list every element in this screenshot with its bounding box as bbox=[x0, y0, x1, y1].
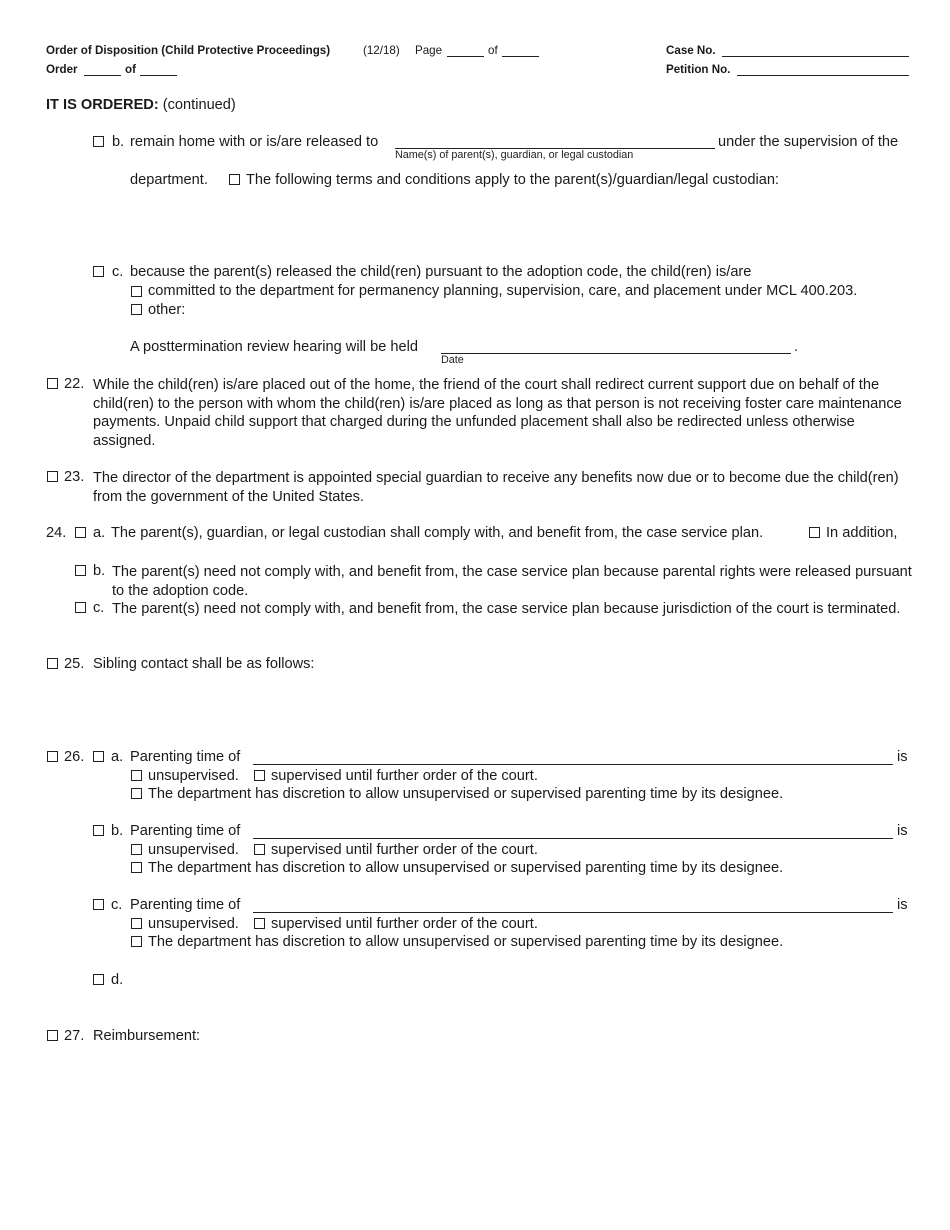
case-no-field[interactable] bbox=[722, 56, 909, 57]
checkbox-26b-supervised[interactable] bbox=[254, 844, 265, 855]
item-24c-letter: c. bbox=[93, 600, 105, 616]
item-26a-label: Parenting time of bbox=[130, 749, 241, 765]
checkbox-item-26c[interactable] bbox=[93, 899, 104, 910]
item-b-line2: department. bbox=[130, 172, 208, 188]
item-24a-text: The parent(s), guardian, or legal custodian shall comply with, and benefit from, the case service plan. bbox=[111, 525, 764, 541]
item-c-letter: c. bbox=[112, 264, 124, 280]
item-26b-label: Parenting time of bbox=[130, 823, 241, 839]
item-b-text-post: under the supervision of the bbox=[718, 134, 899, 150]
hearing-date-caption: Date bbox=[441, 354, 464, 366]
order-label: Order bbox=[46, 63, 78, 76]
order-total-field[interactable] bbox=[140, 75, 177, 76]
item-26c-letter: c. bbox=[111, 897, 123, 913]
item-26c-label: Parenting time of bbox=[130, 897, 241, 913]
page-label: Page bbox=[415, 44, 443, 57]
item-26b-letter: b. bbox=[111, 823, 124, 839]
item-26-number: 26. bbox=[64, 749, 85, 765]
item-b-letter: b. bbox=[112, 134, 125, 150]
item-b-text: remain home with or is/are released to bbox=[130, 134, 379, 150]
checkbox-26c-discretion[interactable] bbox=[131, 936, 142, 947]
item-26a-parent-field[interactable] bbox=[253, 764, 893, 765]
checkbox-item-26[interactable] bbox=[47, 751, 58, 762]
page-total-field[interactable] bbox=[502, 56, 539, 57]
item-23-text: The director of the department is appointed special guardian to receive any benefits now due or to become due the child(ren) from the government of the United States. bbox=[93, 470, 899, 505]
checkbox-26c-supervised[interactable] bbox=[254, 918, 265, 929]
checkbox-terms-conditions[interactable] bbox=[229, 174, 240, 185]
item-23-number: 23. bbox=[64, 469, 85, 485]
checkbox-item-27[interactable] bbox=[47, 1030, 58, 1041]
committed-label: committed to the department for permanency planning, supervision, care, and placement under MCL 400.203. bbox=[148, 283, 858, 299]
item-26b-supervised: supervised until further order of the court. bbox=[271, 842, 538, 858]
checkbox-26a-supervised[interactable] bbox=[254, 770, 265, 781]
hearing-date-field[interactable] bbox=[441, 353, 791, 354]
item-26a-supervised: supervised until further order of the court. bbox=[271, 768, 538, 784]
item-25-number: 25. bbox=[64, 656, 85, 672]
item-26d-letter: d. bbox=[111, 972, 124, 988]
item-26b-discretion: The department has discretion to allow unsupervised or supervised parenting time by its designee. bbox=[148, 860, 784, 876]
checkbox-item-26b[interactable] bbox=[93, 825, 104, 836]
item-22-text: While the child(ren) is/are placed out of the home, the friend of the court shall redirect current support due on behalf of the child(ren) to the person with whom the child(ren) is/are placed as long as that person is not receiving foster care maintenance payments. Unpaid child support that charged during the unfunded placement shall also be redirected unless otherwise assigned. bbox=[93, 377, 902, 449]
checkbox-item-26a[interactable] bbox=[93, 751, 104, 762]
checkbox-26b-discretion[interactable] bbox=[131, 862, 142, 873]
order-of-label: of bbox=[125, 63, 136, 76]
form-revision: (12/18) bbox=[363, 44, 400, 57]
terms-conditions-label: The following terms and conditions apply to the parent(s)/guardian/legal custodian: bbox=[246, 172, 779, 188]
checkbox-26a-discretion[interactable] bbox=[131, 788, 142, 799]
checkbox-item-23[interactable] bbox=[47, 471, 58, 482]
hearing-end: . bbox=[794, 339, 799, 355]
checkbox-item-25[interactable] bbox=[47, 658, 58, 669]
checkbox-in-addition[interactable] bbox=[809, 527, 820, 538]
form-title: Order of Disposition (Child Protective Proceedings) bbox=[46, 44, 331, 57]
item-26c-supervised: supervised until further order of the court. bbox=[271, 916, 538, 932]
item-26c-unsupervised: unsupervised. bbox=[148, 916, 239, 932]
page-number-field[interactable] bbox=[447, 56, 484, 57]
checkbox-item-24b[interactable] bbox=[75, 565, 86, 576]
item-24a-letter: a. bbox=[93, 525, 106, 541]
item-27-number: 27. bbox=[64, 1028, 85, 1044]
item-26a-letter: a. bbox=[111, 749, 124, 765]
ordered-heading bbox=[46, 97, 236, 115]
checkbox-26b-unsupervised[interactable] bbox=[131, 844, 142, 855]
ordered-heading-bold: IT IS ORDERED: bbox=[46, 97, 159, 113]
item-24b-letter: b. bbox=[93, 563, 106, 579]
item-26c-discretion: The department has discretion to allow unsupervised or supervised parenting time by its designee. bbox=[148, 934, 784, 950]
item-26a-discretion: The department has discretion to allow unsupervised or supervised parenting time by its designee. bbox=[148, 786, 784, 802]
custodian-name-caption: Name(s) of parent(s), guardian, or legal custodian bbox=[395, 149, 634, 161]
petition-no-field[interactable] bbox=[737, 75, 909, 76]
checkbox-26c-unsupervised[interactable] bbox=[131, 918, 142, 929]
checkbox-item-c-adoption[interactable] bbox=[93, 266, 104, 277]
checkbox-other[interactable] bbox=[131, 304, 142, 315]
checkbox-item-26d[interactable] bbox=[93, 974, 104, 985]
item-24b-text: The parent(s) need not comply with, and benefit from, the case service plan because parental rights were released pursuant to the adoption code. bbox=[112, 564, 912, 599]
item-c-text: because the parent(s) released the child(ren) pursuant to the adoption code, the child(ren) is/are bbox=[130, 264, 752, 280]
checkbox-item-24c[interactable] bbox=[75, 602, 86, 613]
item-24c-text: The parent(s) need not comply with, and benefit from, the case service plan because jurisdiction of the court is terminated. bbox=[112, 601, 901, 617]
in-addition-label: In addition, bbox=[826, 525, 898, 541]
order-number-field[interactable] bbox=[84, 75, 121, 76]
item-26b-unsupervised: unsupervised. bbox=[148, 842, 239, 858]
item-26c-is: is bbox=[897, 897, 908, 913]
item-22-number: 22. bbox=[64, 376, 85, 392]
checkbox-committed[interactable] bbox=[131, 286, 142, 297]
item-25-text: Sibling contact shall be as follows: bbox=[93, 656, 315, 672]
petition-no-label: Petition No. bbox=[666, 63, 731, 76]
item-26a-unsupervised: unsupervised. bbox=[148, 768, 239, 784]
page-of-label: of bbox=[488, 44, 498, 57]
item-26a-is: is bbox=[897, 749, 908, 765]
checkbox-item-24a[interactable] bbox=[75, 527, 86, 538]
checkbox-item-22[interactable] bbox=[47, 378, 58, 389]
case-no-label: Case No. bbox=[666, 44, 716, 57]
checkbox-26a-unsupervised[interactable] bbox=[131, 770, 142, 781]
item-26c-parent-field[interactable] bbox=[253, 912, 893, 913]
item-27-text: Reimbursement: bbox=[93, 1028, 201, 1044]
other-label: other: bbox=[148, 302, 186, 318]
item-26b-parent-field[interactable] bbox=[253, 838, 893, 839]
item-24-number: 24. bbox=[46, 525, 67, 541]
hearing-label: A posttermination review hearing will be held bbox=[130, 339, 418, 355]
checkbox-item-b-home[interactable] bbox=[93, 136, 104, 147]
ordered-heading-suffix: (continued) bbox=[162, 97, 236, 113]
item-26b-is: is bbox=[897, 823, 908, 839]
